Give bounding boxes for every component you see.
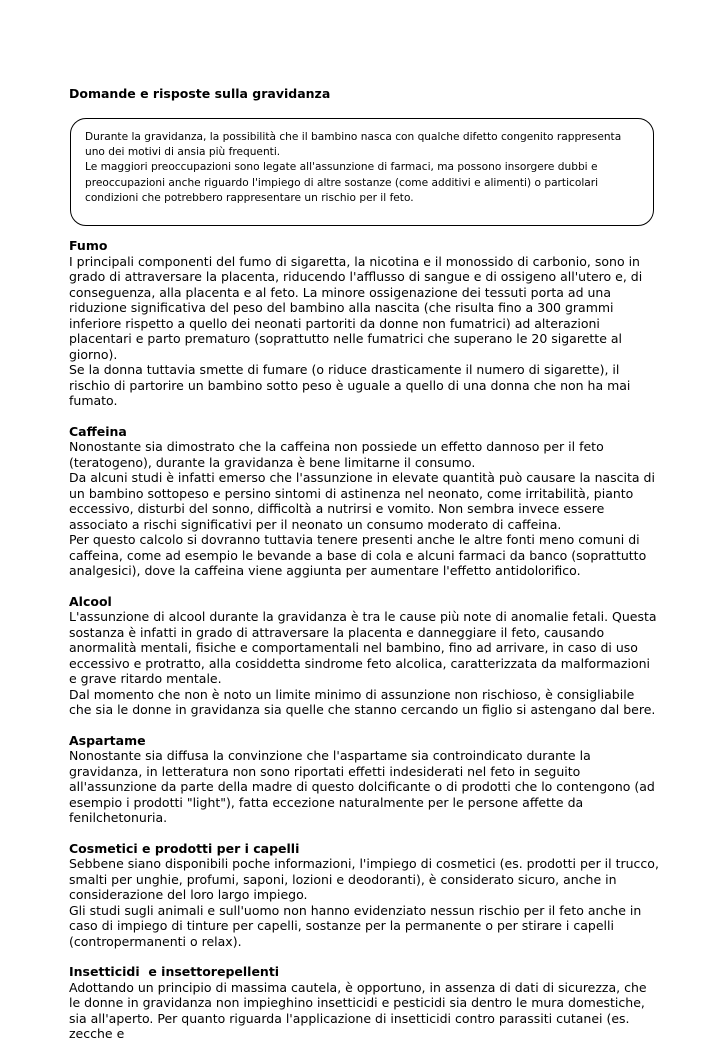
section-heading: Cosmetici e prodotti per i capelli	[69, 840, 300, 856]
section-heading: Fumo	[69, 238, 108, 253]
section-body: Nonostante sia dimostrato che la caffeina non possiede un effetto dannoso per il feto (teratogeno), durante la gravidanza è bene limitarne il consumo. Da alcuni studi è infatti emerso che l'assunzione in elevate quantità può causare la nascita di un bambino sottopeso e persino sintomi di astinenza nel neonato, come irritabilità, pianto eccessivo, disturbi del sonno, difficoltà a nutrirsi e vomito. Non sembra invece essere associato a rischi significativi per il neonato un consumo moderato di caffeina. Per questo calcolo si dovranno tuttavia tenere presenti anche le altre fonti meno comuni di caffeina, come ad esempio le bevande a base di cola e alcuni farmaci da banco (soprattutto analgesici), dove la caffeina viene aggiunta per aumentare l'effetto antidolorifico.	[69, 439, 655, 578]
section-body: L'assunzione di alcool durante la gravidanza è tra le cause più note di anomalie fetali. Questa sostanza è infatti in grado di attraversare la placenta e danneggiare il feto, causando anormalità mentali, fisiche e comportamentali nel bambino, fino ad arrivare, in caso di uso eccessivo e protratto, alla cosiddetta sindrome feto alcolica, caratterizzata da malformazioni e grave ritardo mentale. Dal momento che non è noto un limite minimo di assunzione non rischioso, è consigliabile che sia le donne in gravidanza sia quelle che stanno cercando un figlio si astengano dal bere.	[69, 609, 657, 717]
section-body: Sebbene siano disponibili poche informazioni, l'impiego di cosmetici (es. prodotti per il trucco, smalti per unghie, profumi, saponi, lozioni e deodoranti), è considerato sicuro, anche in considerazione del loro largo impiego. Gli studi sugli animali e sull'uomo non hanno evidenziato nessun rischio per il feto anche in caso di impiego di tinture per capelli, sostanze per la permanente o per stirare i capelli (contropermanenti o relax).	[69, 856, 659, 949]
section-alcool	[69, 594, 659, 718]
section-cosmetici	[69, 841, 659, 950]
section-heading: Aspartame	[69, 732, 146, 748]
document-title: Domande e risposte sulla gravidanza	[69, 86, 331, 101]
section-body: Nonostante sia diffusa la convinzione che l'aspartame sia controindicato durante la gravidanza, in letteratura non sono riportati effetti indesiderati nel feto in seguito all'assunzione da parte della madre di questo dolcificante o di prodotti che lo contengono (ad esempio i prodotti "light"), fatta eccezione naturalmente per le persone affette da fenilchetonuria.	[69, 748, 655, 825]
section-heading: Alcool	[69, 593, 112, 609]
document-body	[69, 238, 659, 1057]
intro-text: Durante la gravidanza, la possibilità che il bambino nasca con qualche difetto congenito rappresenta uno dei motivi di ansia più frequenti. Le maggiori preoccupazioni sono legate all'assunzione di farmaci, ma possono insorgere dubbi e preoccupazioni anche riguardo l'impiego di altre sostanze (come additivi e alimenti) o particolari condizioni che potrebbero rappresentare un rischio per il feto.	[85, 131, 622, 204]
section-body: Adottando un principio di massima cautela, è opportuno, in assenza di dati di sicurezza, che le donne in gravidanza non impieghino insetticidi e pesticidi sia dentro le mura domestiche, sia all'aperto. Per quanto riguarda l'applicazione di insetticidi contro parassiti cutanei (es. zecche e	[69, 979, 647, 1041]
section-body: I principali componenti del fumo di sigaretta, la nicotina e il monossido di carbonio, sono in grado di attraversare la placenta, riducendo l'afflusso di sangue e di ossigeno all'utero e, di conseguenza, alla placenta e al feto. La minore ossigenazione dei tessuti porta ad una riduzione significativa del peso del bambino alla nascita (che risulta fino a 300 grammi inferiore rispetto a quello dei neonati partoriti da donne non fumatrici) ad alterazioni placentari e parto prematuro (soprattutto nelle fumatrici che superano le 20 sigarette al giorno). Se la donna tuttavia smette di fumare (o riduce drasticamente il numero di sigarette), il rischio di partorire un bambino sotto peso è uguale a quello di una donna che non ha mai fumato.	[69, 253, 643, 408]
section-heading: Caffeina	[69, 423, 127, 439]
intro-callout-box	[70, 118, 654, 226]
section-aspartame	[69, 733, 659, 826]
section-fumo	[69, 238, 659, 409]
section-heading: Insetticidi e insettorepellenti	[69, 964, 280, 979]
section-insetticidi	[69, 964, 659, 1042]
section-caffeina	[69, 424, 659, 579]
